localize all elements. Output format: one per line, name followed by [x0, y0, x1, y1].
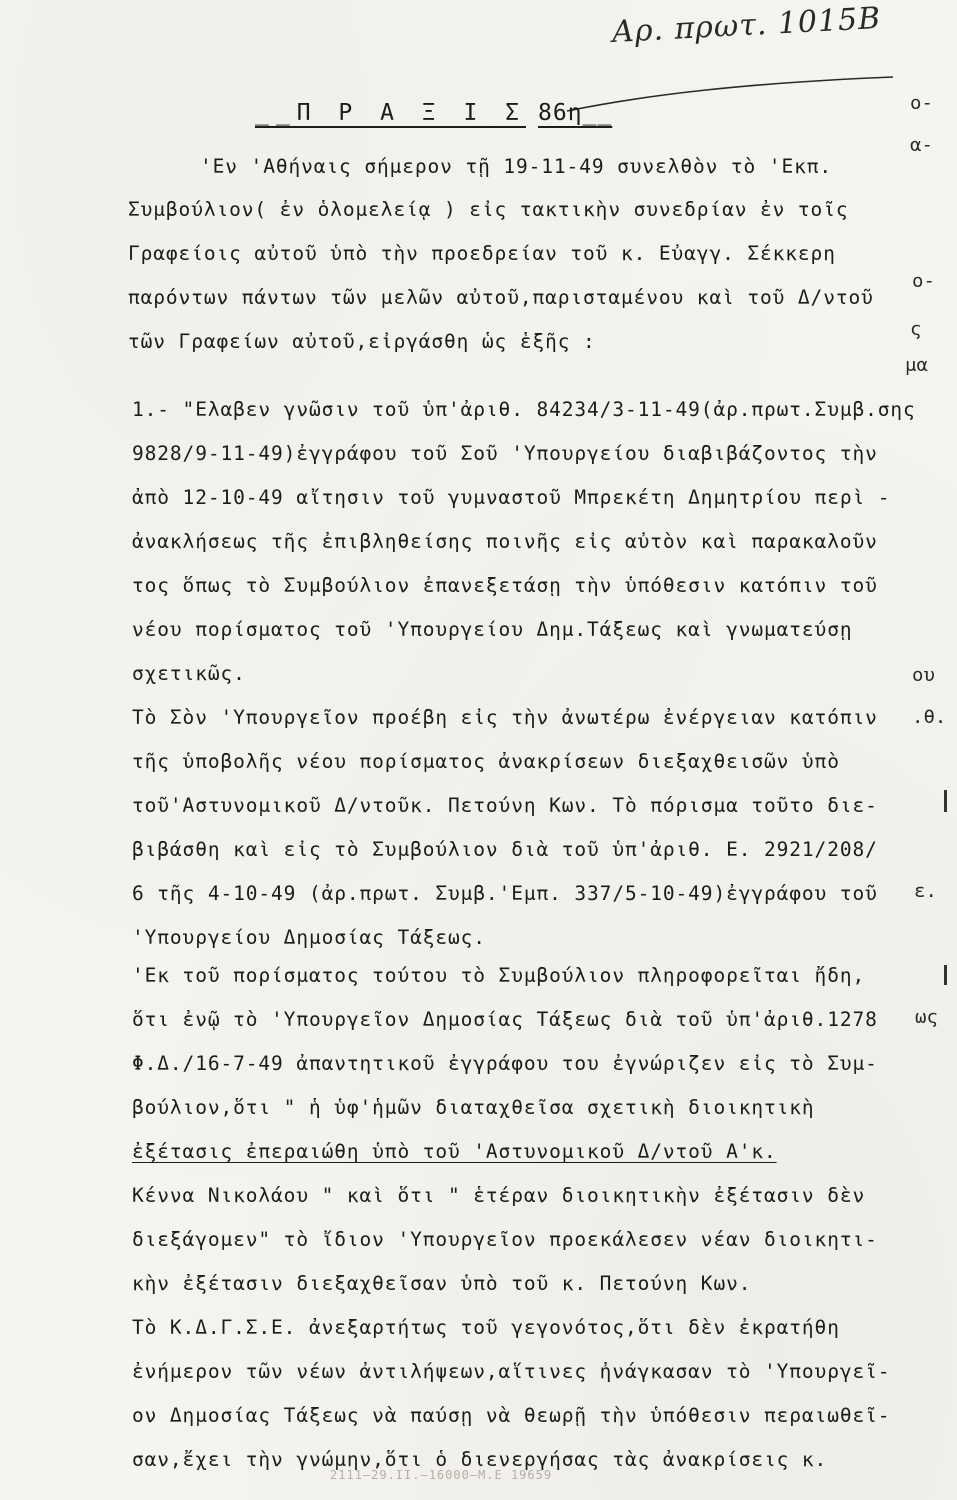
- margin-fragment: .θ.: [912, 706, 947, 728]
- text-line: 9828/9-11-49)ἐγγράφου τοῦ Σοῦ 'Υπουργείου διαβιβάζοντος τὴν: [132, 442, 878, 465]
- text-line: ἀνακλήσεως τῆς ἐπιβληθείσης ποινῆς εἰς αὐτὸν καὶ παρακαλοῦν: [132, 530, 878, 553]
- footer-stamp: 2111—29.II.—16000—Μ.Ε 19659: [330, 1468, 553, 1482]
- handwritten-reference: Αρ. πρωτ. 1015Β: [611, 0, 882, 51]
- text-line: Φ.Δ./16-7-49 ἀπαντητικοῦ ἐγγράφου του ἐγνώριζεν εἰς τὸ Συμ-: [132, 1052, 878, 1075]
- title-number: 86η__: [538, 100, 613, 126]
- margin-fragment: ε.: [914, 880, 937, 902]
- text-line: τοῦ'Αστυνομικοῦ Δ/ντοῦκ. Πετούνη Κων. Τὸ πόρισμα τοῦτο διε-: [132, 794, 878, 817]
- text-line: διεξάγομεν" τὸ ἴδιον 'Υπουργεῖον προεκάλεσεν νέαν διοικητι-: [132, 1228, 878, 1251]
- text-line: 'Εκ τοῦ πορίσματος τούτου τὸ Συμβούλιον πληροφορεῖται ἤδη,: [132, 964, 866, 987]
- text-line: ον Δημοσίας Τάξεως νὰ παύσῃ νὰ θεωρῇ τὴν ὑπόθεσιν περαιωθεῖ-: [132, 1404, 891, 1427]
- text-line: Τὸ Σὸν 'Υπουργεῖον προέβη εἰς τὴν ἀνωτέρω ἐνέργειαν κατόπιν: [132, 706, 878, 729]
- text-line: τῆς ὑποβολῆς νέου πορίσματος ἀνακρίσεων διεξαχθεισῶν ὑπὸ: [132, 750, 840, 773]
- text-line: τῶν Γραφείων αὐτοῦ,εἰργάσθη ὡς ἑξῆς :: [128, 330, 596, 353]
- margin-fragment: ου: [912, 664, 935, 686]
- text-line: ἀπὸ 12-10-49 αἴτησιν τοῦ γυμναστοῦ Μπρεκέτη Δημητρίου περὶ -: [132, 486, 891, 509]
- text-line: ἐξέτασις ἐπεραιώθη ὑπὸ τοῦ 'Αστυνομικοῦ Δ/ντοῦ Α'κ.: [132, 1140, 777, 1163]
- text-line: κὴν ἐξέτασιν διεξαχθεῖσαν ὑπὸ τοῦ κ. Πετούνη Κων.: [132, 1272, 752, 1295]
- text-line: Κέννα Νικολάου " καὶ ὅτι " ἑτέραν διοικητικὴν ἐξέτασιν δὲν: [132, 1184, 866, 1207]
- text-line: παρόντων πάντων τῶν μελῶν αὐτοῦ,παρισταμένου καὶ τοῦ Δ/ντοῦ: [128, 286, 874, 309]
- text-line: βούλιον,ὅτι " ἡ ὑφ'ἡμῶν διαταχθεῖσα σχετικὴ διοικητικὴ: [132, 1096, 815, 1119]
- handwritten-stroke: [565, 75, 895, 115]
- text-line: Τὸ Κ.Δ.Γ.Σ.Ε. ἀνεξαρτήτως τοῦ γεγονότος,ὅτι δὲν ἐκρατήθη: [132, 1316, 840, 1339]
- margin-fragment: ο-: [912, 270, 935, 292]
- edge-mark: [944, 790, 947, 812]
- title-prefix: __Π Ρ Α Ξ Ι Σ: [255, 100, 527, 126]
- text-line: Συμβούλιον( ἐν ὁλομελείᾳ ) εἰς τακτικὴν συνεδρίαν ἐν τοῖς: [128, 198, 849, 221]
- text-line: 'Υπουργείου Δημοσίας Τάξεως.: [132, 926, 486, 949]
- margin-fragment: ς: [910, 318, 922, 340]
- document-title: [255, 100, 612, 126]
- text-line: 'Εν 'Αθήναις σήμερον τῇ 19-11-49 συνελθὸν τὸ 'Εκπ.: [200, 155, 832, 178]
- margin-fragment: μα: [905, 354, 928, 376]
- edge-mark: [944, 965, 947, 985]
- text-line: τος ὅπως τὸ Συμβούλιον ἐπανεξετάσῃ τὴν ὑπόθεσιν κατόπιν τοῦ: [132, 574, 878, 597]
- text-line: σαν,ἔχει τὴν γνώμην,ὅτι ὁ διενεργήσας τὰς ἀνακρίσεις κ.: [132, 1448, 828, 1471]
- margin-fragment: α-: [910, 134, 933, 156]
- text-line: νέου πορίσματος τοῦ 'Υπουργείου Δημ.Τάξεως καὶ γνωματεύσῃ: [132, 618, 853, 641]
- margin-fragment: ο-: [910, 92, 933, 114]
- text-line: βιβάσθη καὶ εἰς τὸ Συμβούλιον διὰ τοῦ ὑπ'ἀριθ. Ε. 2921/208/: [132, 838, 878, 861]
- text-line: 1.- "Ελαβεν γνῶσιν τοῦ ὑπ'ἀριθ. 84234/3-11-49(ἀρ.πρωτ.Συμβ.σης: [132, 398, 916, 421]
- text-line: 6 τῆς 4-10-49 (ἀρ.πρωτ. Συμβ.'Εμπ. 337/5-10-49)ἐγγράφου τοῦ: [132, 882, 878, 905]
- text-line: Γραφείοις αὐτοῦ ὑπὸ τὴν προεδρείαν τοῦ κ. Εὐαγγ. Σέκκερη: [128, 242, 836, 265]
- text-line: ὅτι ἐνῷ τὸ 'Υπουργεῖον Δημοσίας Τάξεως διὰ τοῦ ὑπ'ἀριθ.1278: [132, 1008, 878, 1031]
- text-line: ἐνήμερον τῶν νέων ἀντιλήψεων,αἵτινες ἠνάγκασαν τὸ 'Υπουργεῖ-: [132, 1360, 891, 1383]
- margin-fragment: ως: [915, 1006, 938, 1028]
- text-line: σχετικῶς.: [132, 662, 246, 685]
